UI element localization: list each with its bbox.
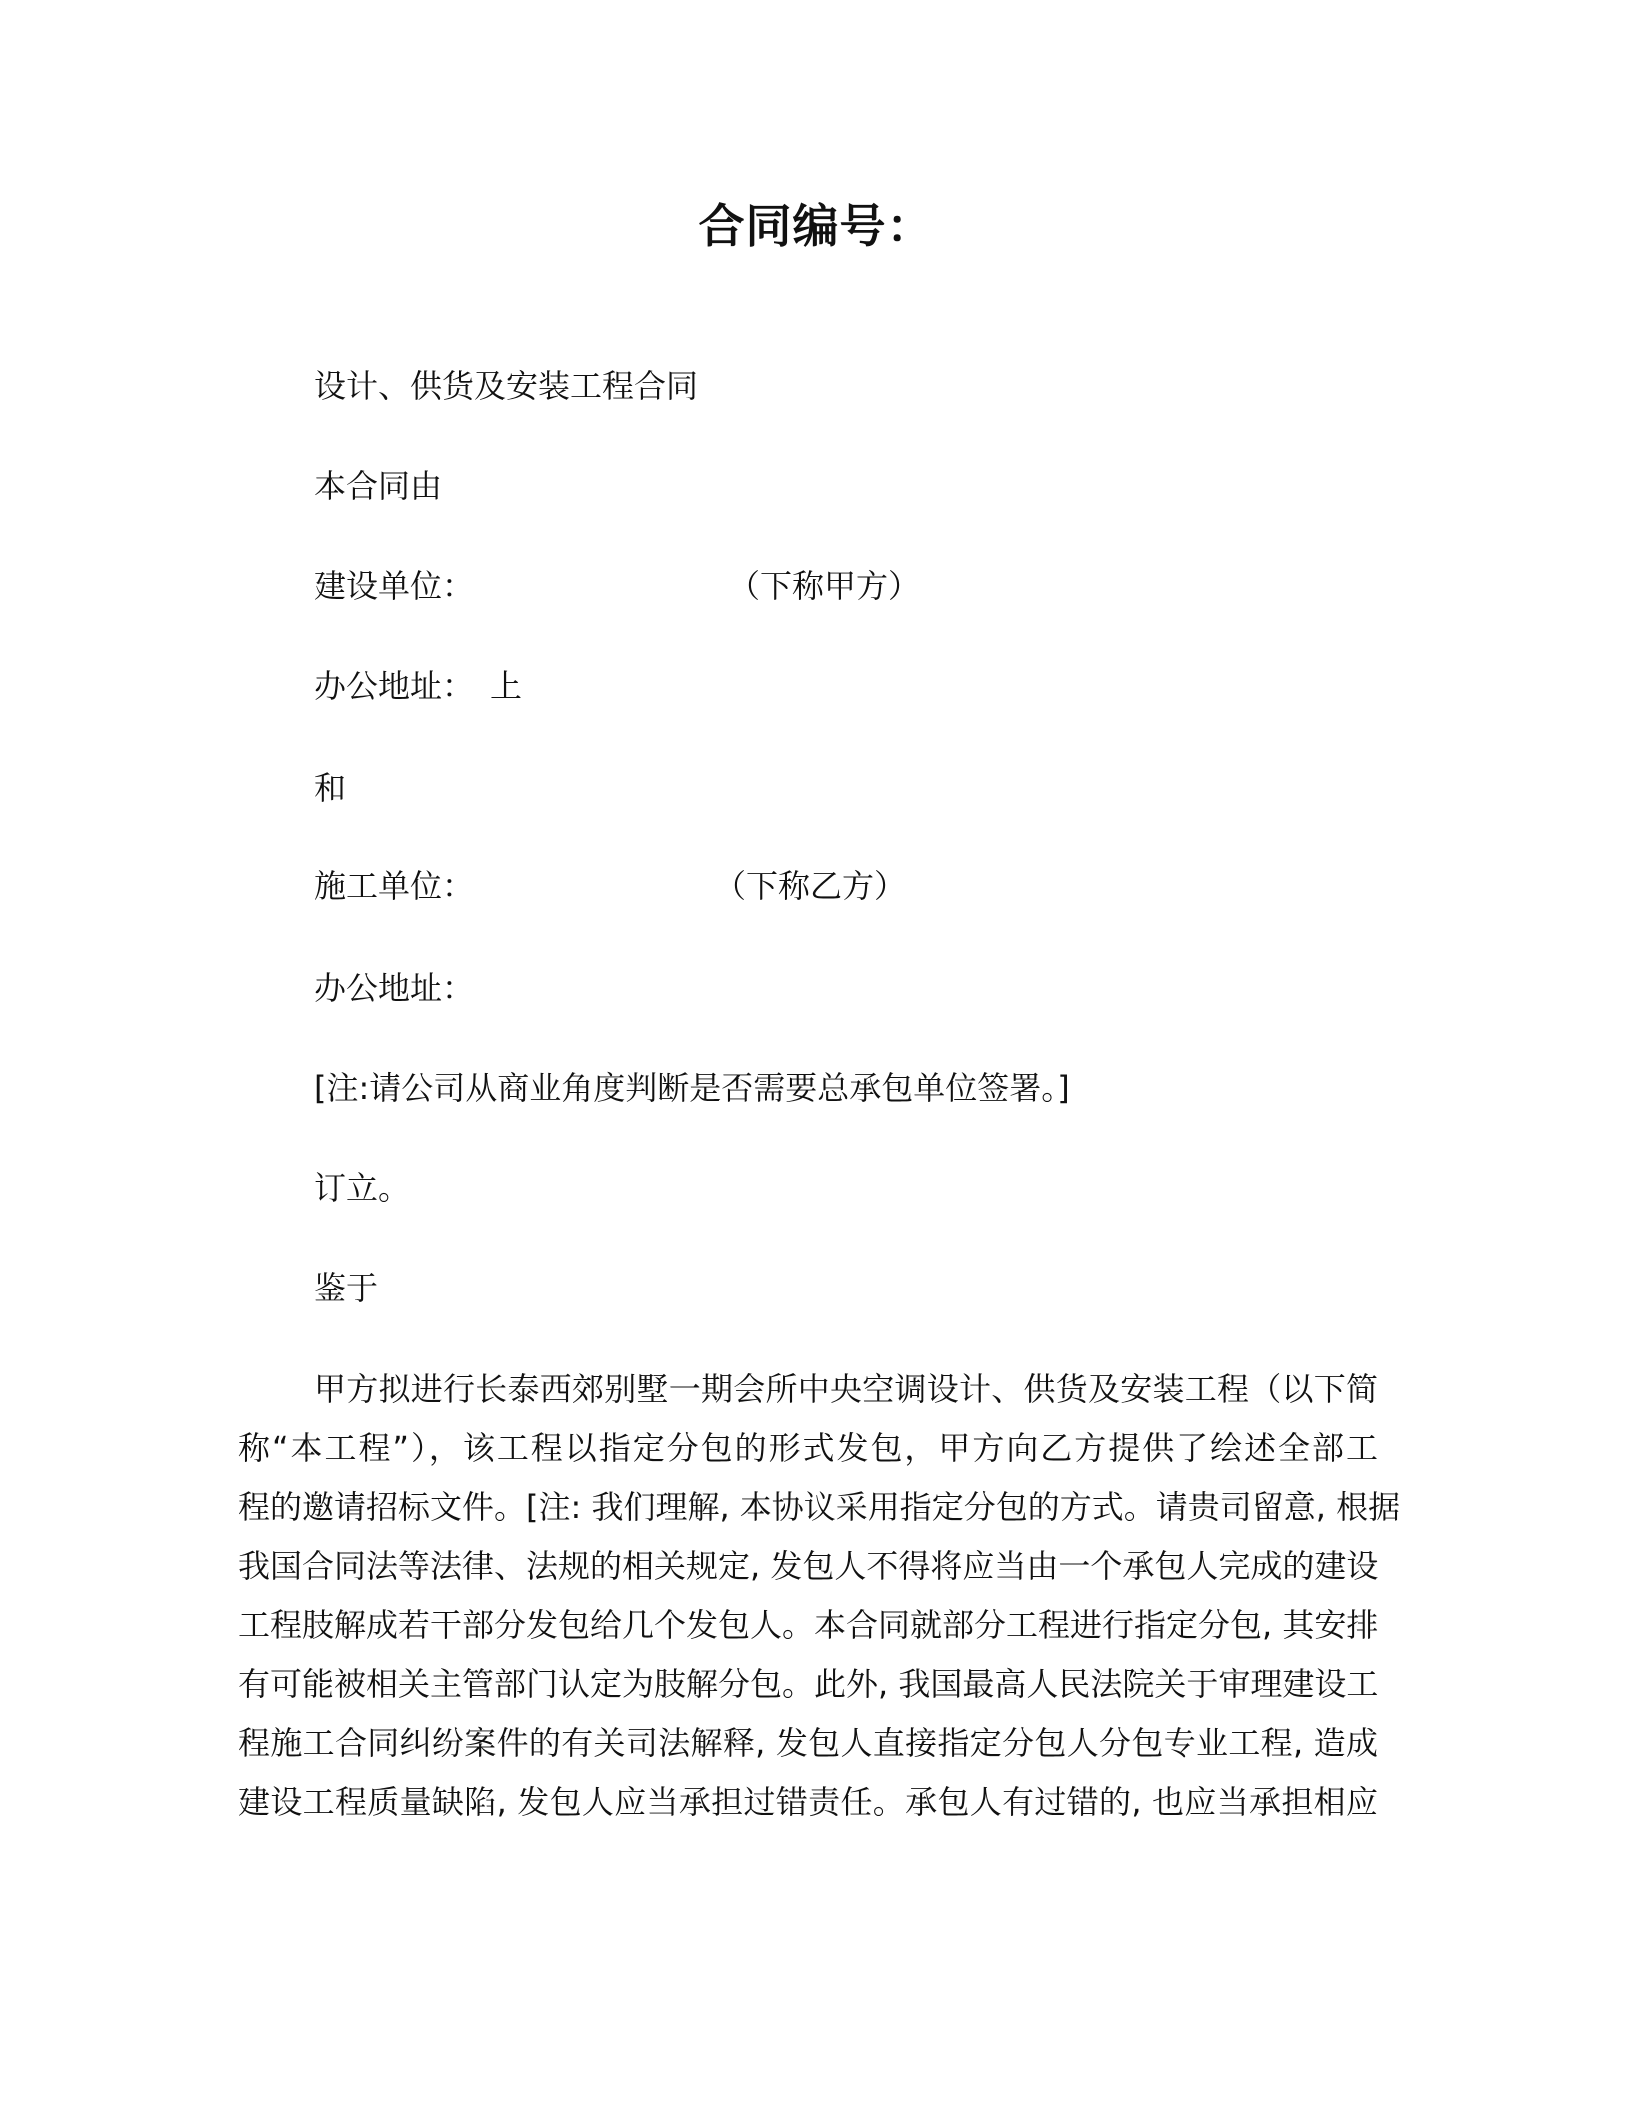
paragraph-line: 程施工合同纠纷案件的有关司法解释, 发包人直接指定分包人分包专业工程, 造成: [238, 1724, 1378, 1762]
party-b-address-line: 办公地址：: [314, 969, 475, 1007]
signatory-note: [注:请公司从商业角度判断是否需要总承包单位签署。]: [314, 1069, 1070, 1107]
party-a-suffix: （下称甲方）: [728, 567, 921, 605]
paragraph-line: 建设工程质量缺陷, 发包人应当承担过错责任。承包人有过错的, 也应当承担相应: [238, 1783, 1378, 1821]
intro-line: 本合同由: [314, 467, 443, 505]
party-a-address-label: 办公地址：: [314, 667, 475, 705]
contract-number-title: 合同编号：: [698, 199, 934, 253]
party-a-address-line: [314, 664, 522, 708]
party-a-line: [314, 564, 920, 608]
whereas-paragraph: [238, 1360, 1401, 1832]
party-b-label: 施工单位：: [314, 867, 475, 905]
paragraph-line: 有可能被相关主管部门认定为肢解分包。此外, 我国最高人民法院关于审理建设工: [238, 1665, 1379, 1703]
party-b-line: [314, 864, 906, 908]
party-a-label: 建设单位：: [314, 567, 475, 605]
party-a-address-value: 上: [490, 667, 523, 705]
whereas-line: 鉴于: [314, 1269, 379, 1307]
paragraph-line: 工程肢解成若干部分发包给几个发包人。本合同就部分工程进行指定分包, 其安排: [238, 1606, 1379, 1644]
paragraph-line: 我国合同法等法律、法规的相关规定, 发包人不得将应当由一个承包人完成的建设: [238, 1547, 1379, 1585]
paragraph-line: 称“本工程”），该工程以指定分包的形式发包，甲方向乙方提供了绘述全部工: [238, 1429, 1378, 1467]
paragraph-line: 程的邀请招标文件。[注: 我们理解, 本协议采用指定分包的方式。请贵司留意, 根据: [238, 1488, 1401, 1526]
concluded-line: 订立。: [314, 1169, 411, 1207]
paragraph-line: 甲方拟进行长泰西郊别墅一期会所中央空调设计、供货及安装工程（以下简: [314, 1370, 1378, 1408]
conjunction-line: 和: [314, 769, 347, 807]
party-b-suffix: （下称乙方）: [714, 867, 907, 905]
contract-name: 设计、供货及安装工程合同: [314, 367, 699, 405]
